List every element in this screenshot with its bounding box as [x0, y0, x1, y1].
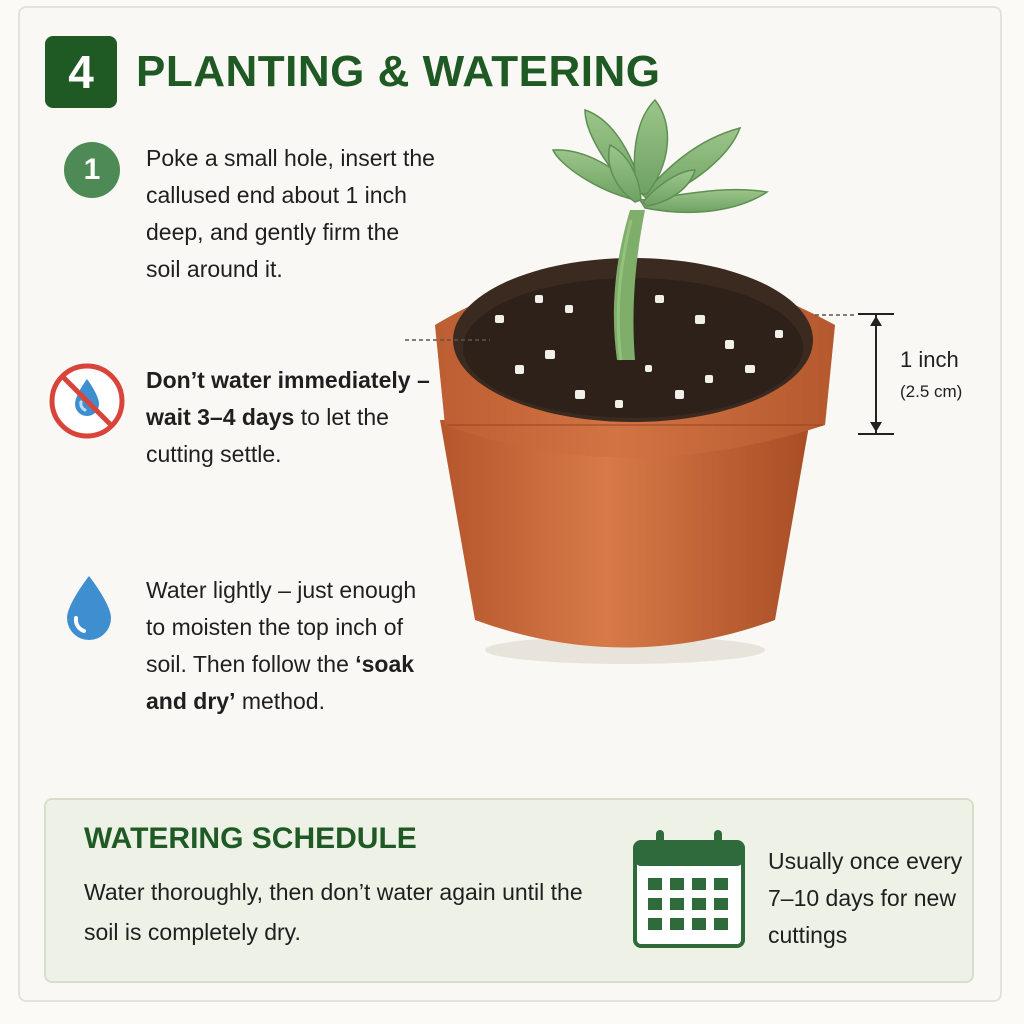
- step-2-text: to let the cutting settle.: [146, 404, 389, 467]
- step-2-text-block: [146, 362, 436, 473]
- page-title: PLANTING & WATERING: [136, 47, 661, 96]
- measurement-sub-label: (2.5 cm): [900, 382, 963, 401]
- step-number-badge: 4: [45, 36, 117, 108]
- calendar-icon: [632, 828, 746, 950]
- step-item-1: [48, 142, 435, 322]
- measurement-label: 1 inch: [900, 347, 959, 372]
- schedule-frequency-text: Usually once every 7–10 days for new cuttings: [768, 848, 963, 948]
- step-3-text-block: [146, 572, 436, 720]
- step-item-2: [48, 362, 428, 542]
- step-1-text: Poke a small hole, insert the callused end about 1 inch deep, and gently firm the soil around it.: [146, 145, 435, 282]
- schedule-body-text: Water thoroughly, then don’t water again until the soil is completely dry.: [84, 879, 583, 945]
- step-item-3: [48, 570, 428, 790]
- no-water-icon: [48, 362, 126, 445]
- depth-measurement-marker: [850, 310, 1000, 445]
- step-3-text-end: method.: [241, 688, 325, 714]
- step-3-text: Water lightly – just enough to moisten the top inch of soil. Then follow the: [146, 577, 417, 677]
- step-2-bold-text: Don’t water immediately – wait 3–4 days: [146, 367, 430, 430]
- water-drop-icon: [64, 574, 114, 647]
- number-one-icon: 1: [64, 142, 120, 198]
- schedule-title: WATERING SCHEDULE: [84, 822, 417, 855]
- potted-succulent-image: [395, 90, 855, 670]
- step-3-bold-text: ‘soak and dry’: [146, 651, 415, 714]
